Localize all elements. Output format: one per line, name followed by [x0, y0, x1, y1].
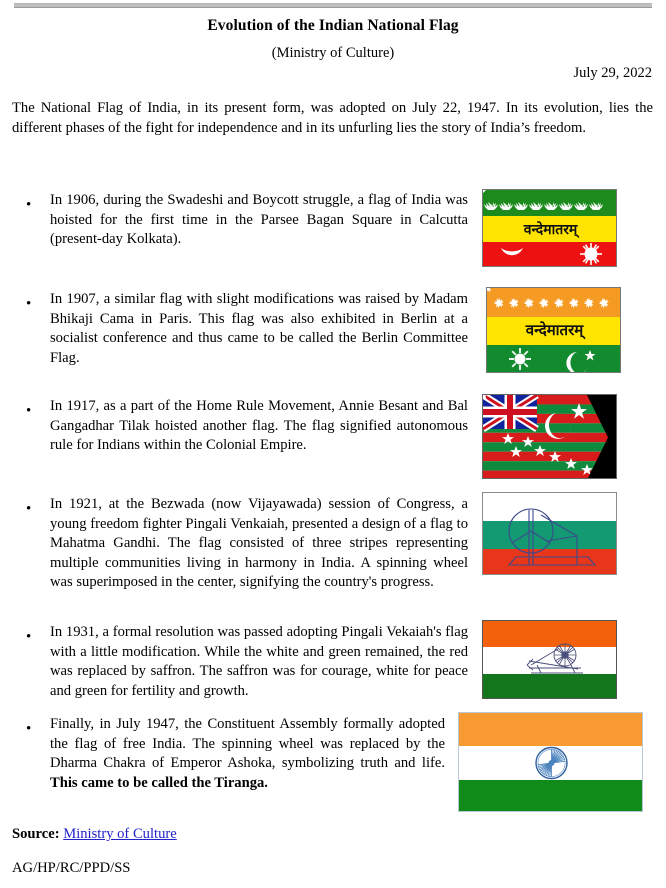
charkha-icon [483, 621, 617, 699]
sun-icon [580, 243, 602, 265]
bullet-glyph: • [26, 197, 32, 213]
document-date: July 29, 2022 [573, 65, 652, 81]
flag-1906-motto: वन्देमातरम् [523, 221, 578, 237]
spinning-wheel-outline-icon [483, 493, 617, 575]
flag-1921-pingali-venkaiah [482, 492, 617, 575]
list-item-text: In 1907, a similar flag with slight modifications was raised by Madam Bhikaji Cama in Paris. This flag was also exhibited in Berlin at a socialist conference and thus came to be called the Berlin Committee Flag. [50, 291, 468, 366]
bullet-glyph: • [26, 629, 32, 645]
list-item-text-plain: Finally, in July 1947, the Constituent Assembly formally adopted the flag of free India. The spinning wheel was replaced by the Dharma Chakra of Emperor Ashoka, symbolizing truth and life. [50, 716, 445, 772]
list-item-text-bold: This came to be called the Tiranga. [50, 774, 268, 791]
header-rule [14, 3, 652, 8]
page-subtitle: (Ministry of Culture) [271, 45, 395, 61]
union-jack-icon [483, 395, 537, 429]
list-item-text: In 1921, at the Bezwada (now Vijayawada) session of Congress, a young freedom fighter Pingali Venkaiah, presented a design of a flag to Mahatma Gandhi. The flag consisted of three stripes representing multiple communities living in harmony in India. A spinning wheel was superimposed in the center, signifying the country's progress. [50, 496, 468, 591]
bullet-glyph: • [26, 501, 32, 517]
bullet-glyph: • [26, 403, 32, 419]
sun-icon [509, 348, 531, 370]
list-item-text: In 1917, as a part of the Home Rule Movement, Annie Besant and Bal Gangadhar Tilak hoisted another flag. The flag signified autonomous rule for Indians within the Colonial Empire. [50, 398, 468, 454]
document-initials: AG/HP/RC/PPD/SS [12, 860, 131, 876]
list-item-text: In 1931, a formal resolution was passed adopting Pingali Vekaiah's flag with a little modification. While the white and green remained, the red was replaced by saffron. The saffron was for courage, white for peace and green for fertility and growth. [50, 624, 468, 699]
list-item-text: In 1906, during the Swadeshi and Boycott struggle, a flag of India was hoisted for the first time in the Parsee Bagan Square in Calcutta (present-day Kolkata). [50, 192, 468, 248]
ashoka-chakra-icon [459, 713, 643, 812]
source-line [12, 826, 177, 843]
flag-1931-swaraj [482, 620, 617, 699]
intro-paragraph: The National Flag of India, in its present form, was adopted on July 22, 1947. In its evolution, lies the different phases of the fight for independence and in its unfurling lies the story of India’s freedom. [12, 100, 653, 136]
flag-1917-symbols [483, 395, 617, 479]
source-link[interactable]: Ministry of Culture [63, 826, 177, 842]
flag-1906-calcutta [482, 189, 617, 267]
crescent-moon-icon [501, 248, 523, 255]
flag-1917-home-rule [482, 394, 617, 479]
page-title: Evolution of the Indian National Flag [207, 17, 459, 34]
crescent-and-star-icon [566, 350, 595, 373]
flag-1947-tiranga [458, 712, 643, 812]
bullet-glyph: • [26, 296, 32, 312]
flag-1907-motto: वन्देमातरम् [525, 322, 584, 339]
source-label: Source: [12, 826, 60, 842]
flag-1907-berlin-committee [486, 287, 621, 373]
bullet-glyph: • [26, 721, 32, 737]
list-item-text [50, 715, 445, 793]
